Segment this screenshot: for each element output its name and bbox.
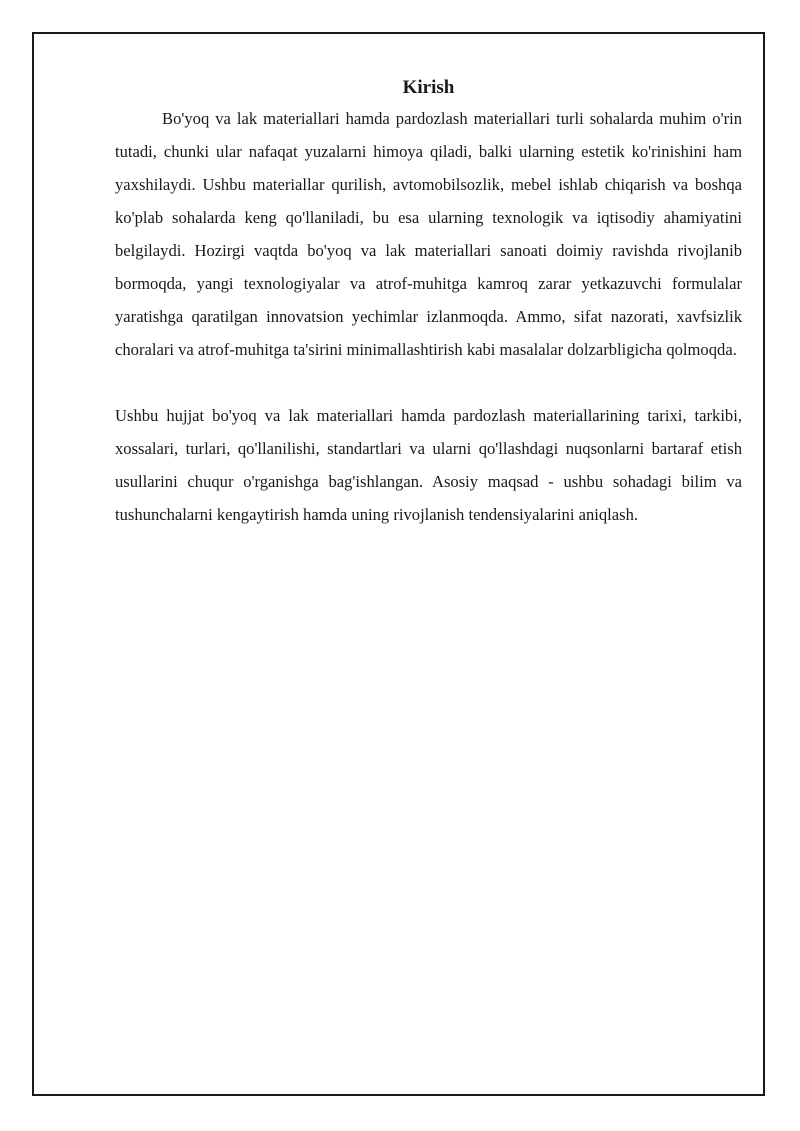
paragraph-intro: Bo'yoq va lak materiallari hamda pardozlash materiallari turli sohalarda muhim o'rin tutadi, chunki ular nafaqat yuzalarni himoya qiladi, balki ularning estetik ko'rinishini ham yaxshilaydi. Ushbu materiallar qurilish, avtomobilsozlik, mebel ishlab chiqarish va boshqa ko'plab sohalarda keng qo'llaniladi, bu esa ularning texnologik va iqtisodiy ahamiyatini belgilaydi. Hozirgi vaqtda bo'yoq va lak materiallari sanoati doimiy ravishda rivojlanib bormoqda, yangi texnologiyalar va atrof-muhitga kamroq zarar yetkazuvchi formulalar yaratishga qaratilgan innovatsion yechimlar izlanmoqda. Ammo, sifat nazorati, xavfsizlik choralari va atrof-muhitga ta'sirini minimallashtirish kabi masalalar dolzarbligicha qolmoqda. <box>115 109 742 359</box>
document-title: Kirish <box>402 77 455 98</box>
document-body <box>115 76 742 531</box>
paragraph-spacer <box>115 366 742 399</box>
paragraph-purpose: Ushbu hujjat bo'yoq va lak materiallari hamda pardozlash materiallarining tarixi, tarkibi, xossalari, turlari, qo'llanilishi, standartlari va ularni qo'llashdagi nuqsonlarni bartaraf etish usullarini chuqur o'rganishga bag'ishlangan. Asosiy maqsad - ushbu sohadagi bilim va tushunchalarni kengaytirish hamda uning rivojlanish tendensiyalarini aniqlash. <box>115 406 742 524</box>
